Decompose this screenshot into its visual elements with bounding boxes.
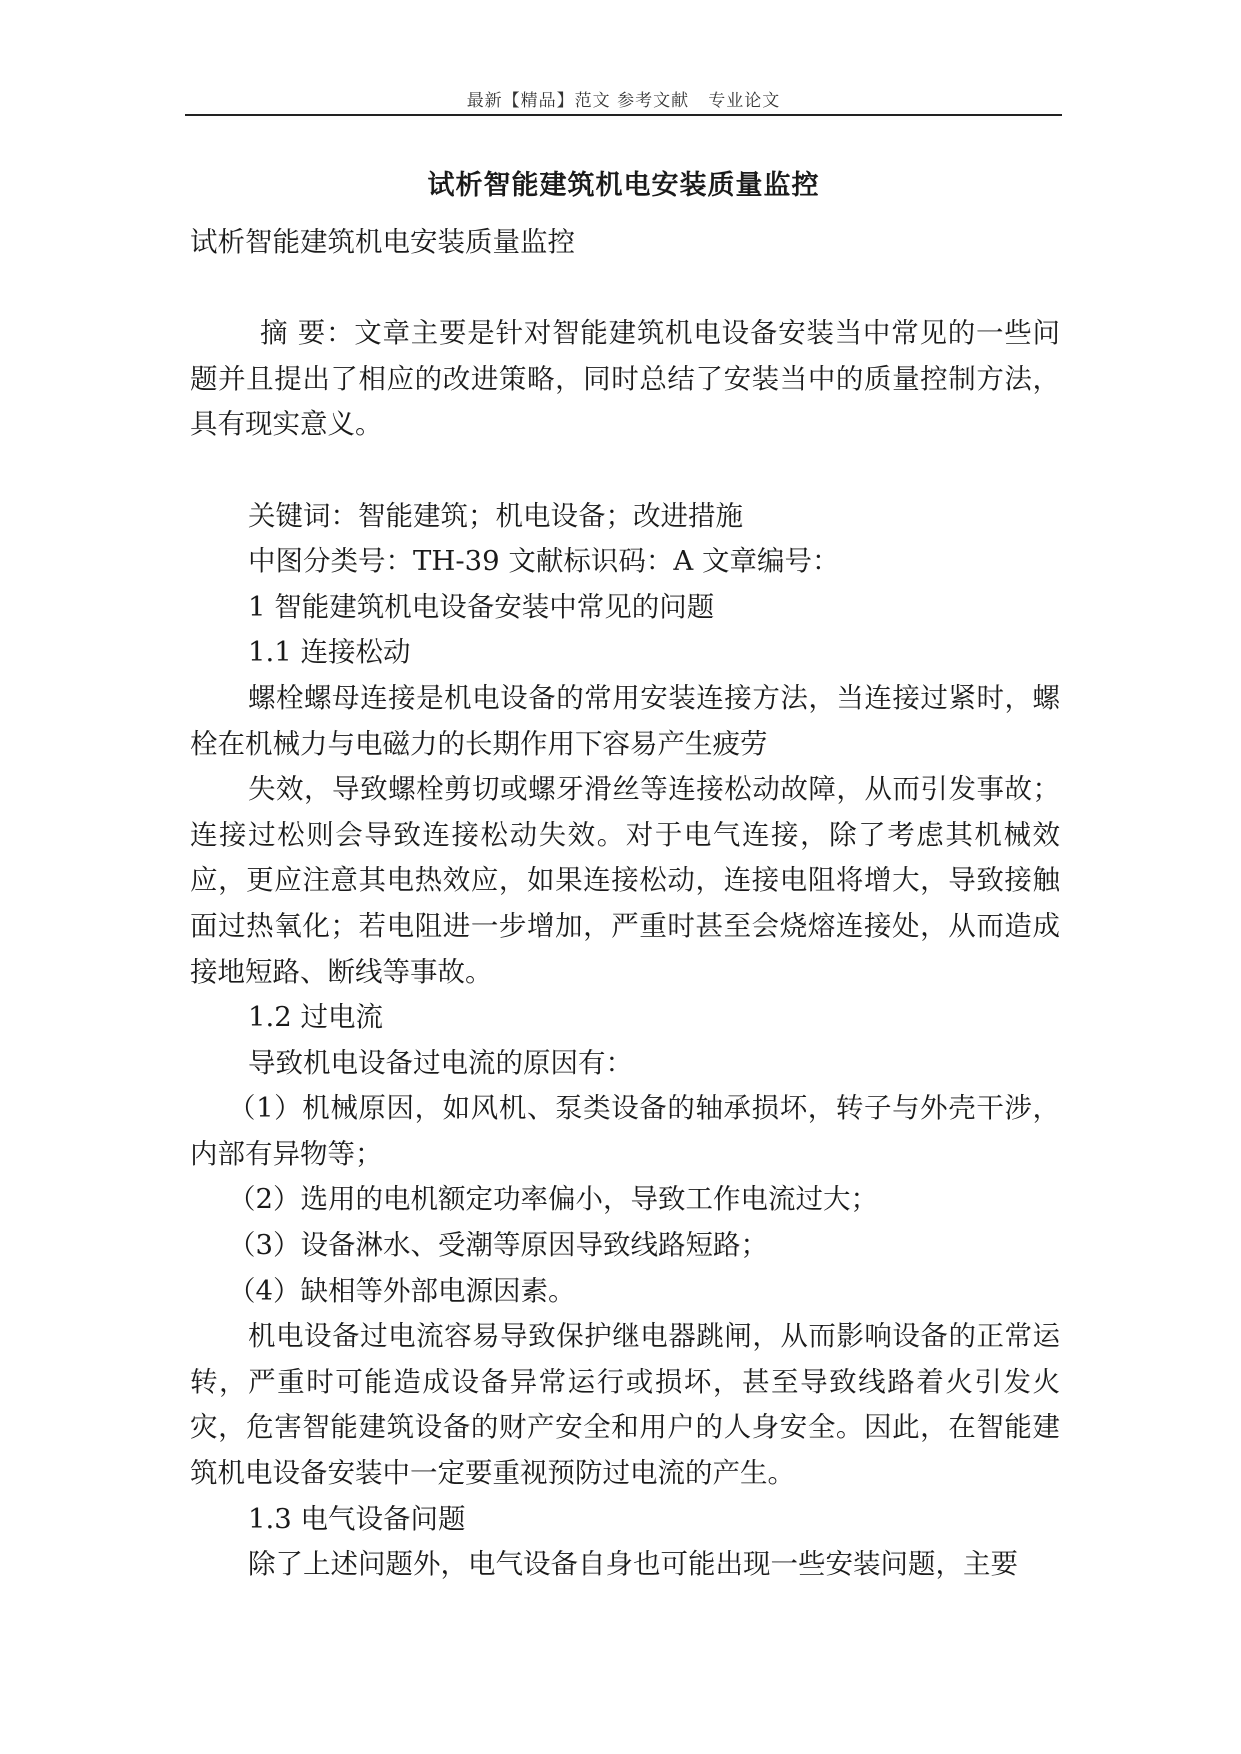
list-item: （3）设备淋水、受潮等原因导致线路短路； — [228, 1229, 768, 1262]
paragraph: 失效，导致螺栓剪切或螺牙滑丝等连接松动故障，从而引发事故；连接过松则会导致连接松动失效。对于电气连接，除了考虑其机械效应，更应注意其电热效应，如果连接松动，连接电阻将增大，导致接触面过热氧化；若电阻进一步增加，严重时甚至会烧熔连接处，从而造成接地短路、断线等事故。 — [190, 773, 1060, 988]
list-item: （4）缺相等外部电源因素。 — [228, 1274, 576, 1307]
classification-line: 中图分类号：TH-39 文献标识码：A 文章编号： — [248, 545, 840, 578]
paragraph: 机电设备过电流容易导致保护继电器跳闸，从而影响设备的正常运转，严重时可能造成设备异常运行或损坏，甚至导致线路着火引发火灾，危害智能建筑设备的财产安全和用户的人身安全。因此，在智能建筑机电设备安装中一定要重视预防过电流的产生。 — [190, 1320, 1060, 1490]
paragraph: 除了上述问题外，电气设备自身也可能出现一些安装问题，主要 — [248, 1548, 1018, 1581]
list-item: （1）机械原因，如风机、泵类设备的轴承损坏，转子与外壳干涉，内部有异物等； — [190, 1092, 1060, 1170]
paragraph: 导致机电设备过电流的原因有： — [248, 1046, 633, 1079]
header-rule — [185, 114, 1062, 116]
paragraph: 螺栓螺母连接是机电设备的常用安装连接方法，当连接过紧时，螺栓在机械力与电磁力的长期作用下容易产生疲劳 — [190, 681, 1060, 760]
abstract: 摘 要：文章主要是针对智能建筑机电设备安装当中常见的一些问题并且提出了相应的改进策略，同时总结了安装当中的质量控制方法，具有现实意义。 — [190, 317, 1060, 441]
document-body — [190, 220, 1060, 1588]
section-heading: 1 智能建筑机电设备安装中常见的问题 — [248, 590, 715, 623]
subtitle: 试析智能建筑机电安装质量监控 — [190, 226, 575, 258]
subsection-heading: 1.2 过电流 — [248, 1001, 383, 1034]
subsection-heading: 1.3 电气设备问题 — [248, 1502, 466, 1535]
keywords: 关键词：智能建筑；机电设备；改进措施 — [248, 499, 743, 532]
subsection-heading: 1.1 连接松动 — [248, 636, 411, 669]
running-header: 最新【精品】范文 参考文献 专业论文 — [466, 91, 781, 111]
list-item: （2）选用的电机额定功率偏小，导致工作电流过大； — [228, 1183, 878, 1216]
document-title: 试析智能建筑机电安装质量监控 — [427, 170, 820, 201]
